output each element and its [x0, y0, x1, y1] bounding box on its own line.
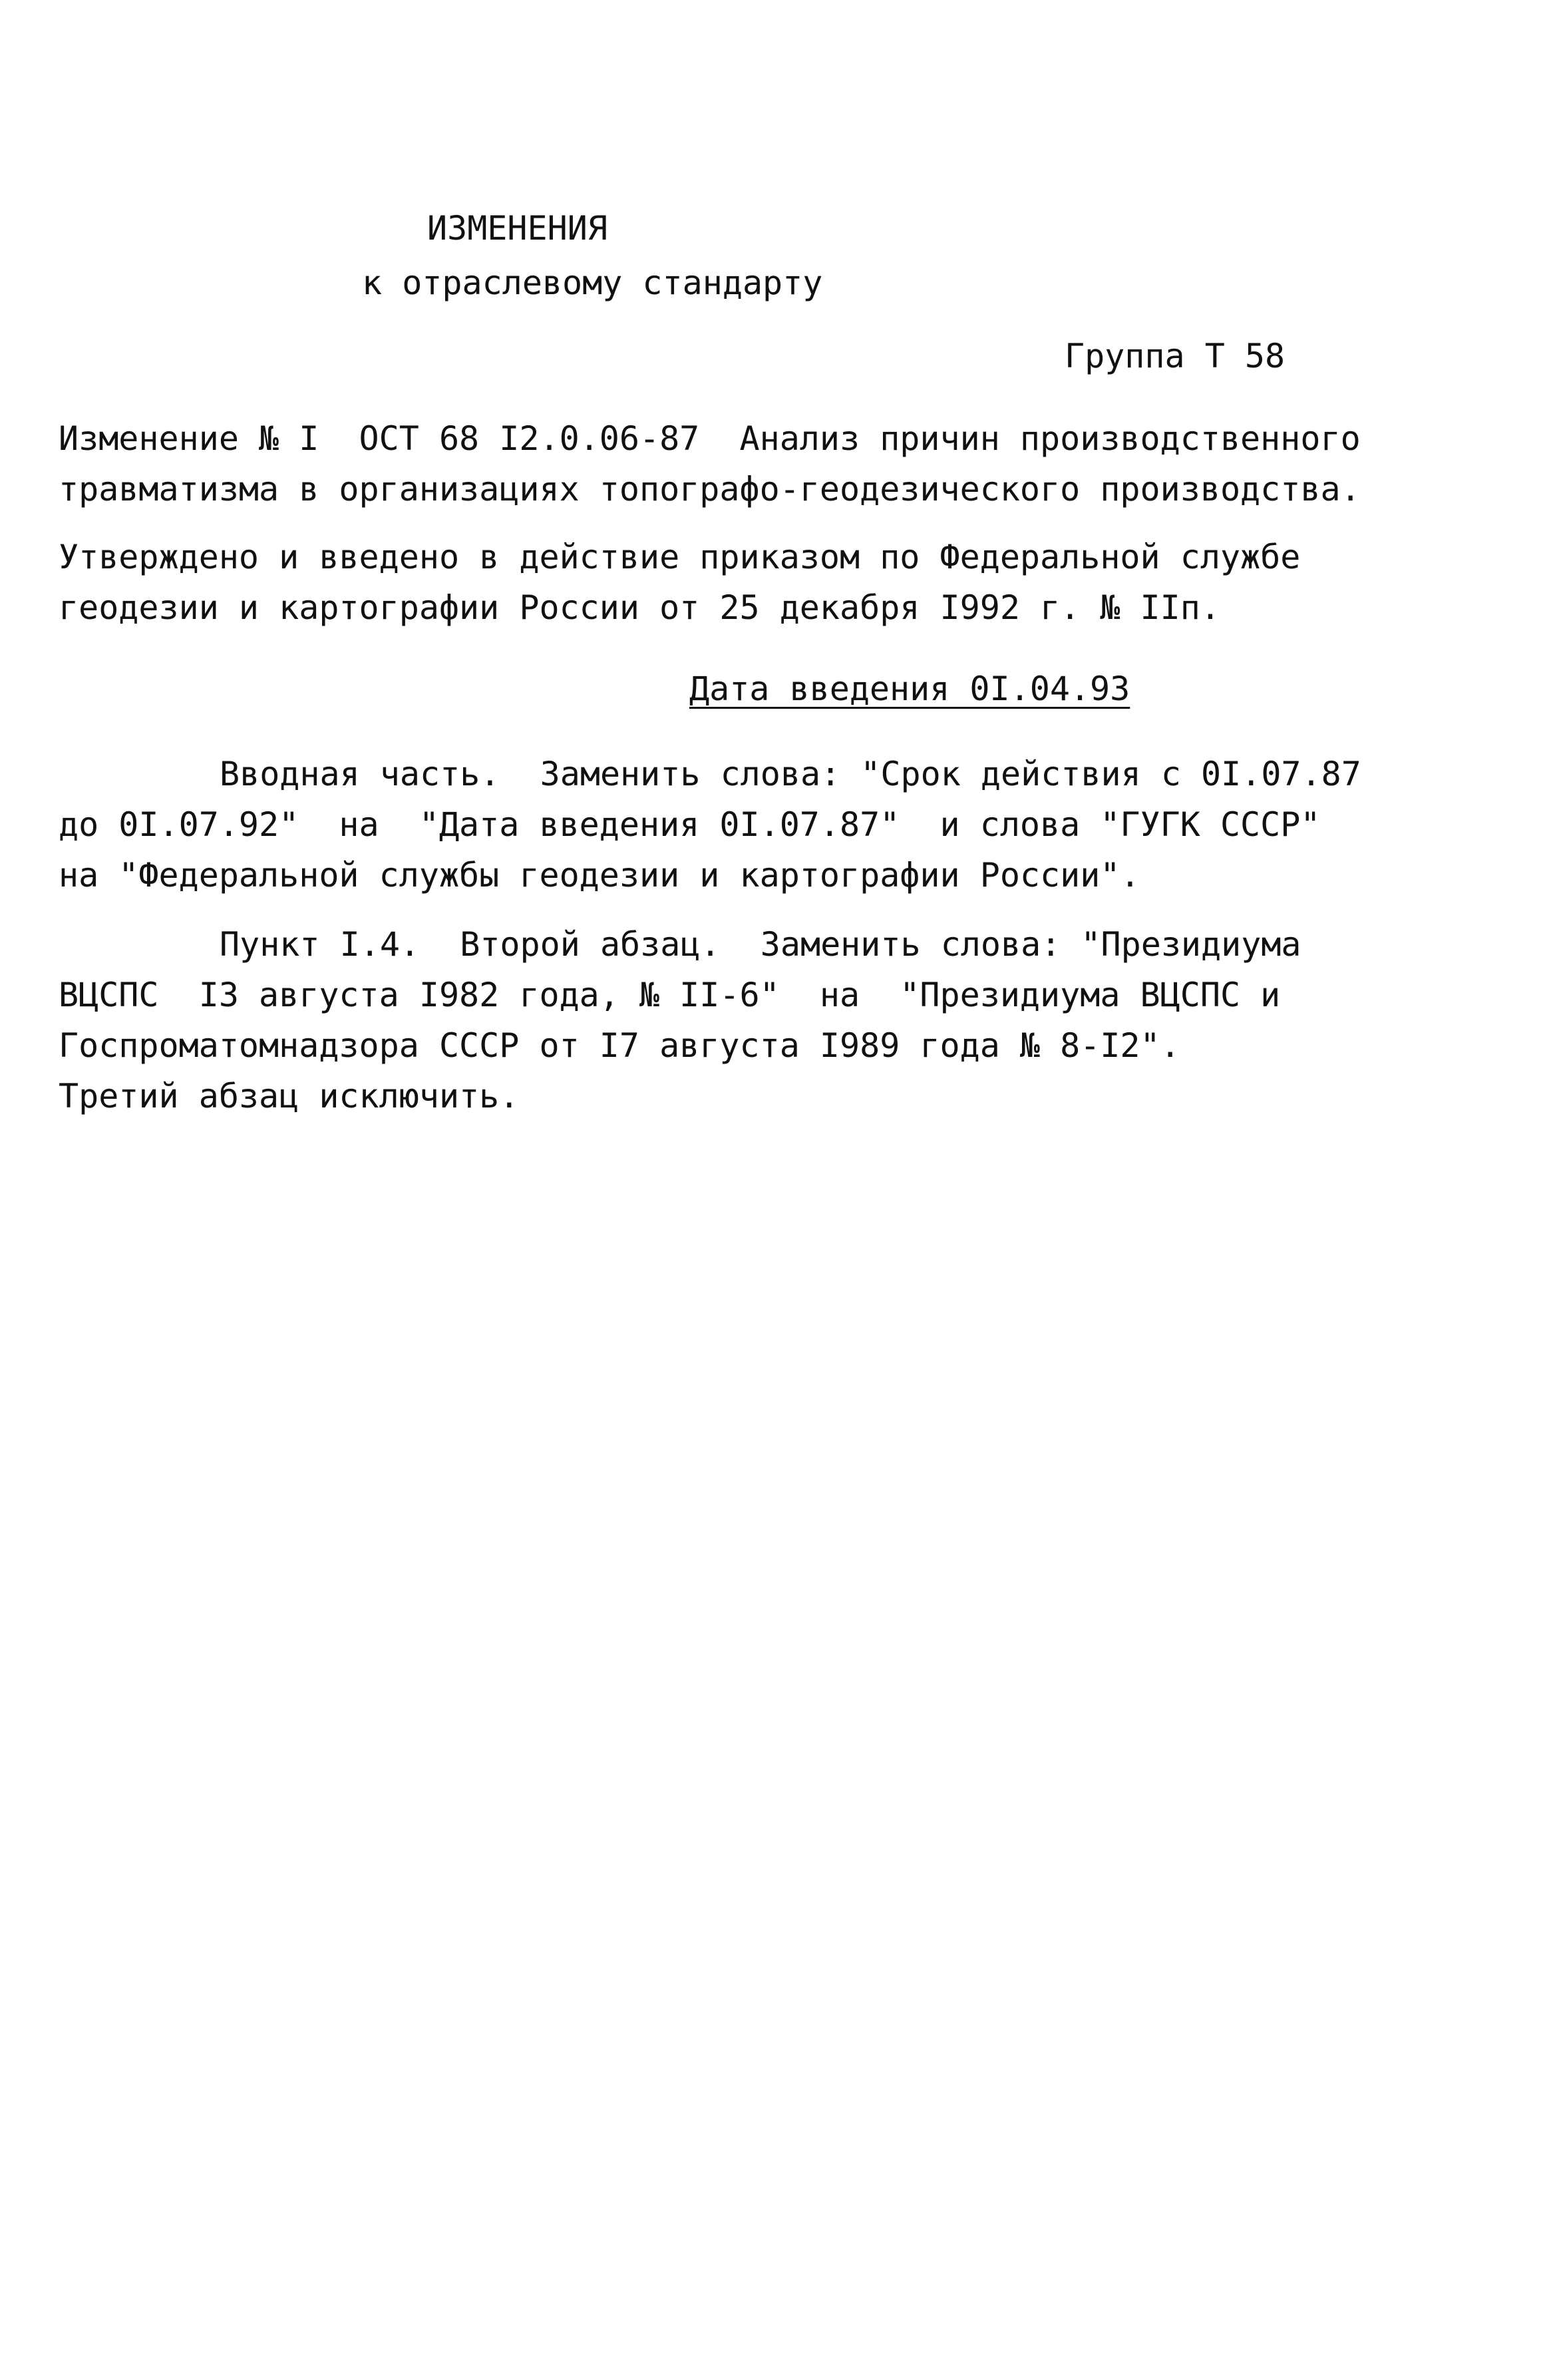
change-line-2: травматизма в организациях топографо-геодезического производства.: [59, 470, 1361, 508]
document-title: ИЗМЕНЕНИЯ: [427, 209, 607, 248]
document-subtitle: к отраслевому стандарту: [362, 264, 823, 302]
approval-line-1: Утверждено и введено в действие приказом по Федеральной службе: [59, 538, 1301, 576]
effective-date: Дата введения 0I.04.93: [689, 670, 1130, 708]
paragraph1-line-1: Вводная часть. Заменить слова: "Срок действия с 0I.07.87: [220, 755, 1361, 793]
paragraph1-line-2: до 0I.07.92" на "Дата введения 0I.07.87" и слова "ГУГК СССР": [59, 805, 1321, 844]
group-label: Группа Т 58: [1065, 337, 1286, 375]
paragraph2-line-2: ВЦСПС I3 августа I982 года, № II-6" на "Президиума ВЦСПС и: [59, 976, 1281, 1014]
paragraph2-line-4: Третий абзац исключить.: [59, 1077, 520, 1115]
paragraph1-line-3: на "Федеральной службы геодезии и картографии России".: [59, 856, 1140, 894]
approval-line-2: геодезии и картографии России от 25 декабря I992 г. № IIп.: [59, 588, 1220, 627]
change-line-1: Изменение № I ОСТ 68 I2.0.06-87 Анализ причин производственного: [59, 419, 1361, 458]
paragraph2-line-3: Госпроматомнадзора СССР от I7 августа I989 года № 8-I2".: [59, 1026, 1180, 1065]
paragraph2-line-1: Пункт I.4. Второй абзац. Заменить слова: "Президиума: [220, 925, 1301, 964]
